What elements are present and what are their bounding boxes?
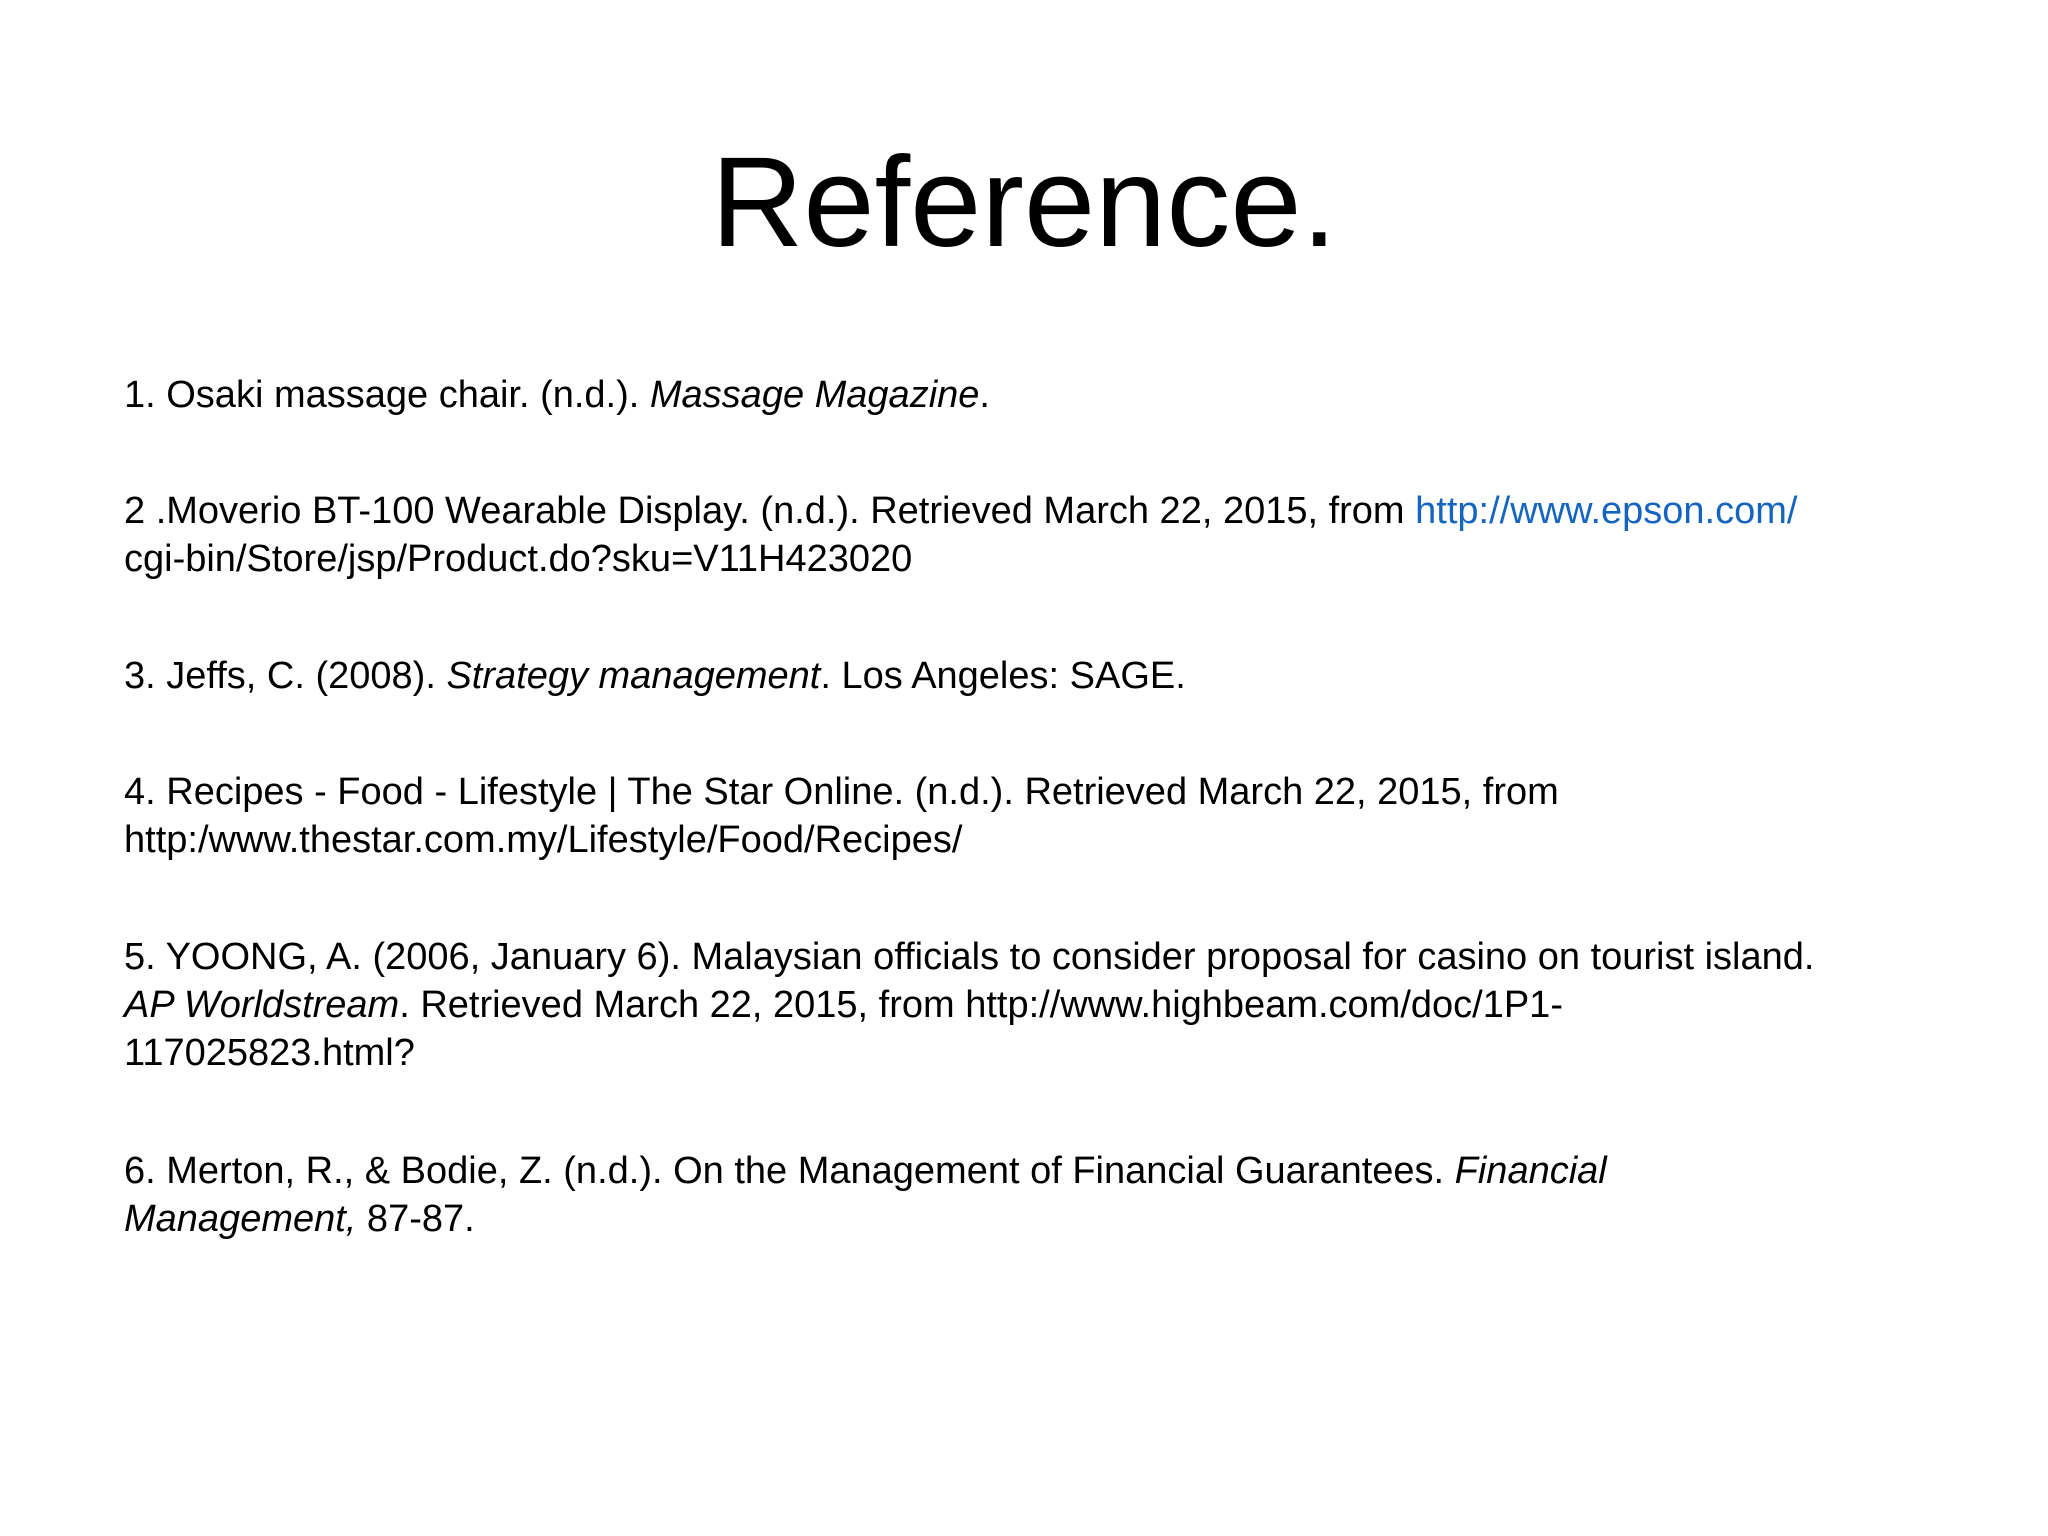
reference-text: 117025823.html? — [124, 1032, 415, 1074]
reference-source-title: Strategy management — [446, 655, 821, 697]
reference-line — [124, 768, 1954, 816]
reference-line — [124, 1147, 1954, 1195]
reference-text: . Los Angeles: SAGE. — [820, 655, 1186, 697]
reference-line — [124, 487, 1954, 535]
reference-line — [124, 816, 1954, 864]
reference-item-2 — [124, 487, 1954, 583]
reference-text: 4. Recipes - Food - Lifestyle | The Star Online. (n.d.). Retrieved March 22, 2015, from — [124, 771, 1559, 813]
reference-source-title: AP Worldstream — [124, 984, 400, 1026]
reference-line — [124, 1195, 1954, 1243]
reference-source-title: Financial — [1454, 1150, 1607, 1192]
slide-title: Reference. — [710, 131, 1338, 274]
reference-source-title: Management, — [124, 1198, 357, 1240]
reference-text: cgi-bin/Store/jsp/Product.do?sku=V11H423020 — [124, 538, 913, 580]
reference-text: 1. Osaki massage chair. (n.d.). — [124, 374, 650, 416]
reference-item-1 — [124, 371, 1954, 419]
reference-text: . — [979, 374, 990, 416]
reference-text: 87-87. — [356, 1198, 475, 1240]
reference-line — [124, 933, 1954, 981]
reference-line — [124, 981, 1954, 1029]
reference-line — [124, 1029, 1954, 1077]
reference-item-6 — [124, 1147, 1954, 1243]
reference-text: 5. YOONG, A. (2006, January 6). Malaysian officials to consider proposal for casino on tourist island. — [124, 936, 1815, 978]
reference-text: . Retrieved March 22, 2015, from http://www.highbeam.com/doc/1P1- — [399, 984, 1563, 1026]
reference-item-3 — [124, 652, 1954, 700]
reference-line — [124, 371, 1954, 419]
reference-text: http:/www.thestar.com.my/Lifestyle/Food/Recipes/ — [124, 819, 963, 861]
reference-line — [124, 652, 1954, 700]
reference-text: 2 .Moverio BT-100 Wearable Display. (n.d.). Retrieved March 22, 2015, from — [124, 490, 1416, 532]
reference-text: 3. Jeffs, C. (2008). — [124, 655, 447, 697]
reference-text: 6. Merton, R., & Bodie, Z. (n.d.). On the Management of Financial Guarantees. — [124, 1150, 1455, 1192]
reference-link[interactable]: http://www.epson.com/ — [1415, 490, 1798, 532]
reference-item-5 — [124, 933, 1954, 1077]
reference-source-title: Massage Magazine — [649, 374, 980, 416]
reference-item-4 — [124, 768, 1954, 864]
reference-line — [124, 535, 1954, 583]
